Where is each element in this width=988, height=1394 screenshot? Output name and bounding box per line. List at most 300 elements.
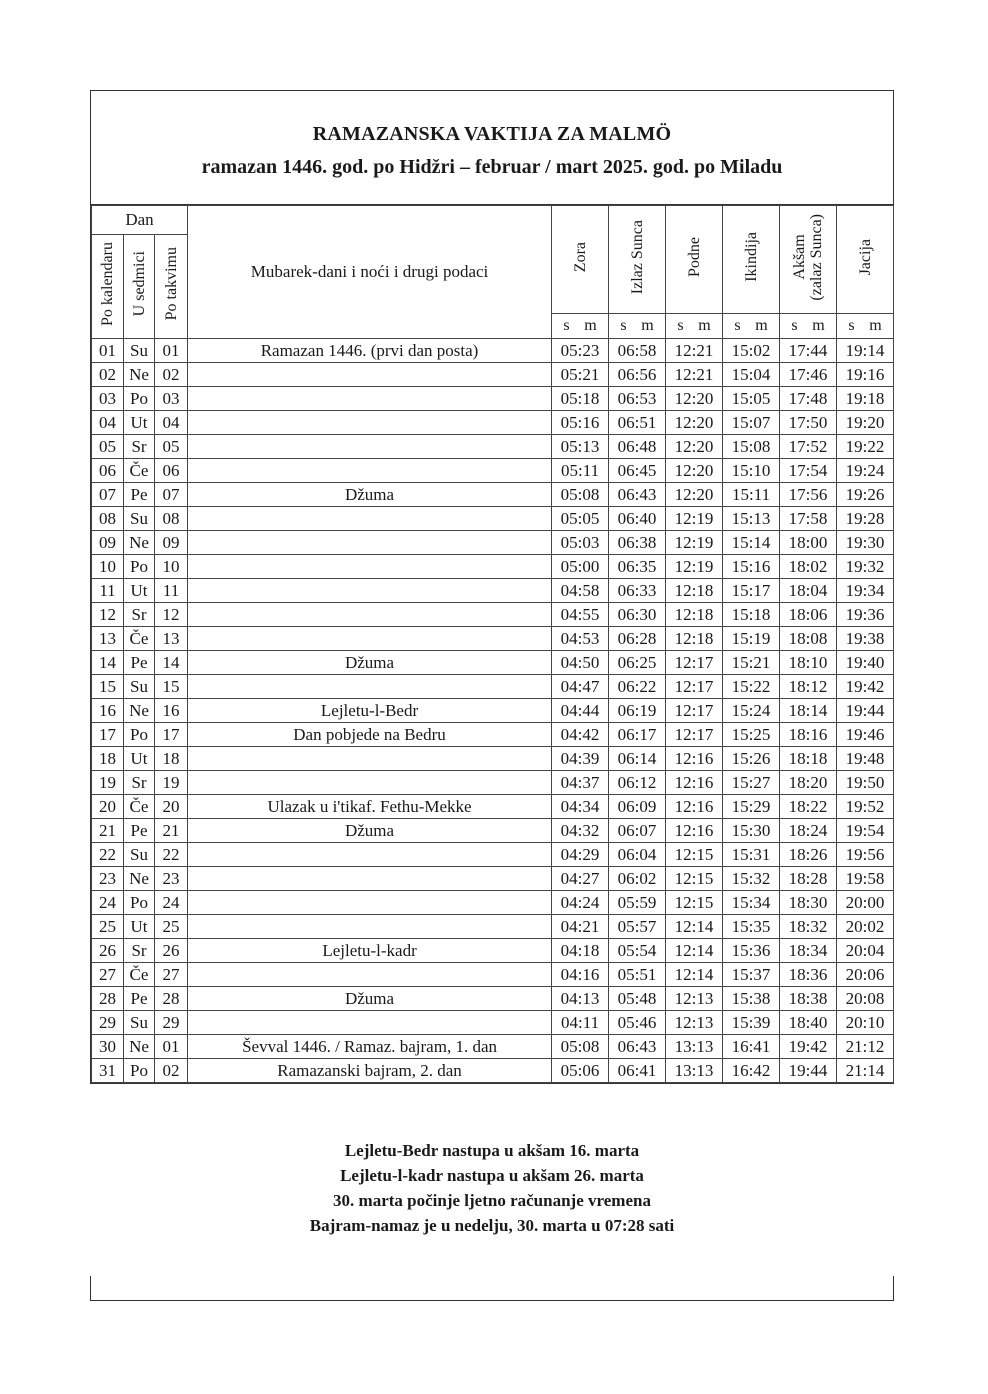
- aksam-time-cell: 19:42: [780, 1035, 837, 1059]
- cal-day-cell: 01: [92, 339, 124, 363]
- takvim-day-cell: 16: [155, 699, 188, 723]
- zora-time-cell: 04:47: [552, 675, 609, 699]
- unit-s: s: [734, 317, 741, 334]
- aksam-time-cell: 17:54: [780, 459, 837, 483]
- table-row: [92, 603, 894, 627]
- jacija-time-cell: 19:32: [837, 555, 894, 579]
- weekday-cell: Pe: [124, 819, 155, 843]
- takvim-day-cell: 06: [155, 459, 188, 483]
- takvim-day-cell: 25: [155, 915, 188, 939]
- izlaz-sunca-time-cell: 06:25: [609, 651, 666, 675]
- weekday-cell: Sr: [124, 435, 155, 459]
- unit-cell: [552, 314, 609, 339]
- podne-time-cell: 12:14: [666, 963, 723, 987]
- zora-time-cell: 04:34: [552, 795, 609, 819]
- unit-m: m: [812, 317, 825, 334]
- zora-time-cell: 04:42: [552, 723, 609, 747]
- cal-day-cell: 10: [92, 555, 124, 579]
- note-cell: Ramazan 1446. (prvi dan posta): [188, 339, 552, 363]
- footnote-kadr: Lejletu-l-kadr nastupa u akšam 26. marta: [340, 1166, 644, 1185]
- jacija-time-cell: 19:50: [837, 771, 894, 795]
- aksam-time-cell: 18:04: [780, 579, 837, 603]
- zora-time-cell: 04:27: [552, 867, 609, 891]
- izlaz-sunca-header: [609, 206, 666, 314]
- ikindija-time-cell: 15:19: [723, 627, 780, 651]
- ikindija-time-cell: 15:18: [723, 603, 780, 627]
- table-row: [92, 555, 894, 579]
- takvim-day-cell: 17: [155, 723, 188, 747]
- table-row: [92, 891, 894, 915]
- weekday-cell: Sr: [124, 771, 155, 795]
- table-row: [92, 843, 894, 867]
- cal-day-cell: 15: [92, 675, 124, 699]
- aksam-time-cell: 18:34: [780, 939, 837, 963]
- cal-day-cell: 08: [92, 507, 124, 531]
- aksam-time-cell: 17:52: [780, 435, 837, 459]
- izlaz-sunca-time-cell: 06:33: [609, 579, 666, 603]
- unit-s: s: [677, 317, 684, 334]
- takvim-day-cell: 09: [155, 531, 188, 555]
- vaktija-document: [90, 90, 894, 1084]
- podne-time-cell: 12:21: [666, 363, 723, 387]
- takvim-day-cell: 07: [155, 483, 188, 507]
- table-row: [92, 1035, 894, 1059]
- ikindija-time-cell: 15:31: [723, 843, 780, 867]
- podne-time-cell: 12:13: [666, 987, 723, 1011]
- table-row: [92, 627, 894, 651]
- zora-time-cell: 04:53: [552, 627, 609, 651]
- cal-day-cell: 27: [92, 963, 124, 987]
- weekday-cell: Su: [124, 339, 155, 363]
- table-row: [92, 963, 894, 987]
- u-sedmici-header: [124, 235, 155, 339]
- prayer-times-table: [91, 205, 894, 1083]
- zora-time-cell: 05:05: [552, 507, 609, 531]
- aksam-label: Akšam: [791, 234, 809, 280]
- izlaz-sunca-time-cell: 06:51: [609, 411, 666, 435]
- table-row: [92, 387, 894, 411]
- takvim-day-cell: 10: [155, 555, 188, 579]
- podne-header: [666, 206, 723, 314]
- note-cell: [188, 531, 552, 555]
- takvim-day-cell: 02: [155, 1059, 188, 1083]
- zora-time-cell: 04:37: [552, 771, 609, 795]
- note-cell: Ševval 1446. / Ramaz. bajram, 1. dan: [188, 1035, 552, 1059]
- podne-time-cell: 12:15: [666, 843, 723, 867]
- unit-cell: [666, 314, 723, 339]
- cal-day-cell: 20: [92, 795, 124, 819]
- zora-time-cell: 05:03: [552, 531, 609, 555]
- podne-time-cell: 12:14: [666, 939, 723, 963]
- jacija-header: [837, 206, 894, 314]
- info-header: [188, 206, 552, 339]
- izlaz-sunca-time-cell: 05:48: [609, 987, 666, 1011]
- takvim-day-cell: 28: [155, 987, 188, 1011]
- cal-day-cell: 07: [92, 483, 124, 507]
- po-takvimu-header: [155, 235, 188, 339]
- cal-day-cell: 14: [92, 651, 124, 675]
- aksam-time-cell: 18:02: [780, 555, 837, 579]
- note-cell: Džuma: [188, 987, 552, 1011]
- aksam-time-cell: 18:16: [780, 723, 837, 747]
- cal-day-cell: 02: [92, 363, 124, 387]
- weekday-cell: Po: [124, 891, 155, 915]
- cal-day-cell: 11: [92, 579, 124, 603]
- table-row: [92, 339, 894, 363]
- izlaz-sunca-time-cell: 06:04: [609, 843, 666, 867]
- takvim-day-cell: 20: [155, 795, 188, 819]
- aksam-time-cell: 18:20: [780, 771, 837, 795]
- table-row: [92, 531, 894, 555]
- podne-time-cell: 12:19: [666, 507, 723, 531]
- note-cell: [188, 627, 552, 651]
- takvim-day-cell: 05: [155, 435, 188, 459]
- jacija-time-cell: 20:00: [837, 891, 894, 915]
- unit-s: s: [791, 317, 798, 334]
- takvim-day-cell: 12: [155, 603, 188, 627]
- jacija-time-cell: 19:48: [837, 747, 894, 771]
- table-row: [92, 819, 894, 843]
- izlaz-sunca-time-cell: 06:22: [609, 675, 666, 699]
- izlaz-sunca-time-cell: 06:53: [609, 387, 666, 411]
- aksam-time-cell: 18:40: [780, 1011, 837, 1035]
- izlaz-sunca-time-cell: 06:38: [609, 531, 666, 555]
- note-cell: Dan pobjede na Bedru: [188, 723, 552, 747]
- takvim-day-cell: 02: [155, 363, 188, 387]
- cal-day-cell: 03: [92, 387, 124, 411]
- note-cell: [188, 963, 552, 987]
- zora-time-cell: 04:29: [552, 843, 609, 867]
- table-row: [92, 459, 894, 483]
- zora-time-cell: 05:23: [552, 339, 609, 363]
- podne-time-cell: 12:19: [666, 531, 723, 555]
- jacija-time-cell: 19:58: [837, 867, 894, 891]
- ikindija-time-cell: 15:38: [723, 987, 780, 1011]
- weekday-cell: Ut: [124, 915, 155, 939]
- weekday-cell: Sr: [124, 939, 155, 963]
- table-row: [92, 723, 894, 747]
- ikindija-time-cell: 15:21: [723, 651, 780, 675]
- jacija-time-cell: 20:02: [837, 915, 894, 939]
- weekday-cell: Če: [124, 627, 155, 651]
- podne-label: Podne: [685, 237, 703, 277]
- unit-cell: [837, 314, 894, 339]
- takvim-day-cell: 19: [155, 771, 188, 795]
- unit-cell: [609, 314, 666, 339]
- takvim-day-cell: 22: [155, 843, 188, 867]
- takvim-day-cell: 13: [155, 627, 188, 651]
- weekday-cell: Po: [124, 387, 155, 411]
- weekday-cell: Su: [124, 843, 155, 867]
- jacija-time-cell: 19:18: [837, 387, 894, 411]
- podne-time-cell: 12:14: [666, 915, 723, 939]
- cal-day-cell: 04: [92, 411, 124, 435]
- jacija-time-cell: 19:14: [837, 339, 894, 363]
- cal-day-cell: 17: [92, 723, 124, 747]
- zora-time-cell: 04:13: [552, 987, 609, 1011]
- takvim-day-cell: 14: [155, 651, 188, 675]
- aksam-time-cell: 18:08: [780, 627, 837, 651]
- table-row: [92, 435, 894, 459]
- weekday-cell: Po: [124, 723, 155, 747]
- zora-time-cell: 05:08: [552, 1035, 609, 1059]
- ikindija-time-cell: 15:08: [723, 435, 780, 459]
- note-cell: [188, 507, 552, 531]
- note-cell: [188, 867, 552, 891]
- takvim-day-cell: 01: [155, 339, 188, 363]
- izlaz-sunca-time-cell: 06:48: [609, 435, 666, 459]
- zora-time-cell: 04:58: [552, 579, 609, 603]
- ikindija-time-cell: 15:02: [723, 339, 780, 363]
- aksam-time-cell: 18:18: [780, 747, 837, 771]
- weekday-cell: Su: [124, 507, 155, 531]
- podne-time-cell: 12:21: [666, 339, 723, 363]
- ikindija-time-cell: 15:34: [723, 891, 780, 915]
- unit-cell: [723, 314, 780, 339]
- jacija-time-cell: 20:06: [837, 963, 894, 987]
- note-cell: [188, 771, 552, 795]
- aksam-time-cell: 18:36: [780, 963, 837, 987]
- jacija-time-cell: 19:28: [837, 507, 894, 531]
- ikindija-time-cell: 16:42: [723, 1059, 780, 1083]
- takvim-day-cell: 27: [155, 963, 188, 987]
- weekday-cell: Ne: [124, 867, 155, 891]
- jacija-time-cell: 20:08: [837, 987, 894, 1011]
- unit-m: m: [869, 317, 882, 334]
- zora-time-cell: 05:08: [552, 483, 609, 507]
- table-row: [92, 507, 894, 531]
- ikindija-time-cell: 15:11: [723, 483, 780, 507]
- dan-header: Dan: [92, 206, 188, 235]
- ikindija-time-cell: 15:27: [723, 771, 780, 795]
- aksam-time-cell: 17:56: [780, 483, 837, 507]
- table-row: [92, 771, 894, 795]
- aksam-time-cell: 19:44: [780, 1059, 837, 1083]
- weekday-cell: Ut: [124, 747, 155, 771]
- weekday-cell: Pe: [124, 987, 155, 1011]
- aksam-time-cell: 18:26: [780, 843, 837, 867]
- note-cell: Džuma: [188, 651, 552, 675]
- podne-time-cell: 12:20: [666, 459, 723, 483]
- unit-s: s: [848, 317, 855, 334]
- note-cell: Džuma: [188, 819, 552, 843]
- table-row: [92, 579, 894, 603]
- note-cell: [188, 387, 552, 411]
- aksam-time-cell: 18:10: [780, 651, 837, 675]
- document-title: RAMAZANSKA VAKTIJA ZA MALMÖ: [312, 123, 672, 145]
- ikindija-time-cell: 15:04: [723, 363, 780, 387]
- ikindija-time-cell: 15:22: [723, 675, 780, 699]
- cal-day-cell: 28: [92, 987, 124, 1011]
- ikindija-time-cell: 15:25: [723, 723, 780, 747]
- title-block: [91, 91, 893, 205]
- table-row: [92, 651, 894, 675]
- weekday-cell: Pe: [124, 483, 155, 507]
- unit-m: m: [755, 317, 768, 334]
- zora-time-cell: 05:18: [552, 387, 609, 411]
- ikindija-time-cell: 15:24: [723, 699, 780, 723]
- jacija-time-cell: 19:42: [837, 675, 894, 699]
- ikindija-time-cell: 15:36: [723, 939, 780, 963]
- po-kalendaru-header: [92, 235, 124, 339]
- zora-time-cell: 04:18: [552, 939, 609, 963]
- cal-day-cell: 06: [92, 459, 124, 483]
- izlaz-sunca-time-cell: 06:12: [609, 771, 666, 795]
- zora-time-cell: 04:50: [552, 651, 609, 675]
- table-row: [92, 915, 894, 939]
- weekday-cell: Su: [124, 675, 155, 699]
- table-row: [92, 411, 894, 435]
- cal-day-cell: 13: [92, 627, 124, 651]
- footnotes: [90, 1138, 894, 1238]
- zora-label: Zora: [571, 241, 589, 273]
- zora-time-cell: 04:16: [552, 963, 609, 987]
- zora-time-cell: 04:39: [552, 747, 609, 771]
- jacija-time-cell: 19:46: [837, 723, 894, 747]
- weekday-cell: Če: [124, 795, 155, 819]
- cal-day-cell: 30: [92, 1035, 124, 1059]
- izlaz-sunca-time-cell: 06:45: [609, 459, 666, 483]
- note-cell: [188, 363, 552, 387]
- podne-time-cell: 12:17: [666, 651, 723, 675]
- weekday-cell: Ut: [124, 579, 155, 603]
- ikindija-time-cell: 15:17: [723, 579, 780, 603]
- zora-time-cell: 04:21: [552, 915, 609, 939]
- izlaz-sunca-time-cell: 05:54: [609, 939, 666, 963]
- izlaz-sunca-time-cell: 06:17: [609, 723, 666, 747]
- table-row: [92, 867, 894, 891]
- podne-time-cell: 12:19: [666, 555, 723, 579]
- u-sedmici-label: U sedmici: [130, 251, 148, 317]
- jacija-time-cell: 19:26: [837, 483, 894, 507]
- weekday-cell: Če: [124, 459, 155, 483]
- note-cell: [188, 843, 552, 867]
- aksam-time-cell: 17:46: [780, 363, 837, 387]
- izlaz-sunca-time-cell: 05:51: [609, 963, 666, 987]
- cal-day-cell: 22: [92, 843, 124, 867]
- takvim-day-cell: 01: [155, 1035, 188, 1059]
- note-cell: Džuma: [188, 483, 552, 507]
- zora-time-cell: 04:44: [552, 699, 609, 723]
- aksam-time-cell: 17:50: [780, 411, 837, 435]
- aksam-sub-label: (zalaz Sunca): [808, 213, 826, 301]
- takvim-day-cell: 21: [155, 819, 188, 843]
- podne-time-cell: 13:13: [666, 1059, 723, 1083]
- izlaz-sunca-time-cell: 06:02: [609, 867, 666, 891]
- zora-time-cell: 04:11: [552, 1011, 609, 1035]
- note-cell: Lejletu-l-Bedr: [188, 699, 552, 723]
- cal-day-cell: 09: [92, 531, 124, 555]
- izlaz-sunca-time-cell: 06:35: [609, 555, 666, 579]
- note-cell: Ramazanski bajram, 2. dan: [188, 1059, 552, 1083]
- cal-day-cell: 18: [92, 747, 124, 771]
- ikindija-time-cell: 15:13: [723, 507, 780, 531]
- zora-time-cell: 05:13: [552, 435, 609, 459]
- izlaz-sunca-time-cell: 06:40: [609, 507, 666, 531]
- table-row: [92, 1059, 894, 1083]
- izlaz-sunca-time-cell: 06:28: [609, 627, 666, 651]
- jacija-time-cell: 19:30: [837, 531, 894, 555]
- table-row: [92, 987, 894, 1011]
- aksam-time-cell: 17:58: [780, 507, 837, 531]
- table-row: [92, 483, 894, 507]
- jacija-time-cell: 19:16: [837, 363, 894, 387]
- jacija-time-cell: 21:12: [837, 1035, 894, 1059]
- takvim-day-cell: 23: [155, 867, 188, 891]
- jacija-time-cell: 19:54: [837, 819, 894, 843]
- ikindija-time-cell: 15:26: [723, 747, 780, 771]
- unit-m: m: [584, 317, 597, 334]
- ikindija-time-cell: 15:32: [723, 867, 780, 891]
- cal-day-cell: 25: [92, 915, 124, 939]
- zora-time-cell: 05:11: [552, 459, 609, 483]
- note-cell: [188, 435, 552, 459]
- jacija-time-cell: 20:10: [837, 1011, 894, 1035]
- podne-time-cell: 12:18: [666, 579, 723, 603]
- footnote-dst: 30. marta počinje ljetno računanje vremena: [333, 1191, 651, 1210]
- podne-time-cell: 12:18: [666, 603, 723, 627]
- izlaz-sunca-time-cell: 06:43: [609, 1035, 666, 1059]
- jacija-time-cell: 19:34: [837, 579, 894, 603]
- note-cell: [188, 579, 552, 603]
- jacija-time-cell: 19:52: [837, 795, 894, 819]
- podne-time-cell: 12:20: [666, 411, 723, 435]
- jacija-time-cell: 19:24: [837, 459, 894, 483]
- izlaz-sunca-time-cell: 05:59: [609, 891, 666, 915]
- po-takvimu-label: Po takvimu: [162, 247, 180, 321]
- aksam-time-cell: 18:38: [780, 987, 837, 1011]
- izlaz-sunca-time-cell: 06:30: [609, 603, 666, 627]
- table-row: [92, 363, 894, 387]
- aksam-time-cell: 18:24: [780, 819, 837, 843]
- ikindija-time-cell: 15:29: [723, 795, 780, 819]
- takvim-day-cell: 15: [155, 675, 188, 699]
- podne-time-cell: 12:17: [666, 675, 723, 699]
- podne-time-cell: 12:20: [666, 483, 723, 507]
- footnote-bajram-namaz: Bajram-namaz je u nedelju, 30. marta u 07:28 sati: [309, 1216, 675, 1235]
- izlaz-sunca-time-cell: 06:58: [609, 339, 666, 363]
- cal-day-cell: 31: [92, 1059, 124, 1083]
- note-cell: Lejletu-l-kadr: [188, 939, 552, 963]
- podne-time-cell: 12:17: [666, 699, 723, 723]
- podne-time-cell: 12:20: [666, 387, 723, 411]
- unit-s: s: [563, 317, 570, 334]
- aksam-label-group: [791, 214, 825, 301]
- podne-time-cell: 12:15: [666, 891, 723, 915]
- note-cell: [188, 675, 552, 699]
- footnote-bedr: Lejletu-Bedr nastupa u akšam 16. marta: [344, 1141, 640, 1160]
- cal-day-cell: 19: [92, 771, 124, 795]
- aksam-time-cell: 17:44: [780, 339, 837, 363]
- jacija-time-cell: 19:36: [837, 603, 894, 627]
- takvim-day-cell: 11: [155, 579, 188, 603]
- ikindija-time-cell: 15:10: [723, 459, 780, 483]
- weekday-cell: Ut: [124, 411, 155, 435]
- jacija-time-cell: 19:22: [837, 435, 894, 459]
- takvim-day-cell: 29: [155, 1011, 188, 1035]
- note-cell: [188, 411, 552, 435]
- jacija-time-cell: 19:20: [837, 411, 894, 435]
- izlaz-sunca-time-cell: 06:56: [609, 363, 666, 387]
- table-body: [92, 339, 894, 1083]
- note-cell: [188, 1011, 552, 1035]
- takvim-day-cell: 04: [155, 411, 188, 435]
- aksam-time-cell: 17:48: [780, 387, 837, 411]
- note-cell: Ulazak u i'tikaf. Fethu-Mekke: [188, 795, 552, 819]
- unit-s: s: [620, 317, 627, 334]
- cal-day-cell: 26: [92, 939, 124, 963]
- izlaz-sunca-time-cell: 06:19: [609, 699, 666, 723]
